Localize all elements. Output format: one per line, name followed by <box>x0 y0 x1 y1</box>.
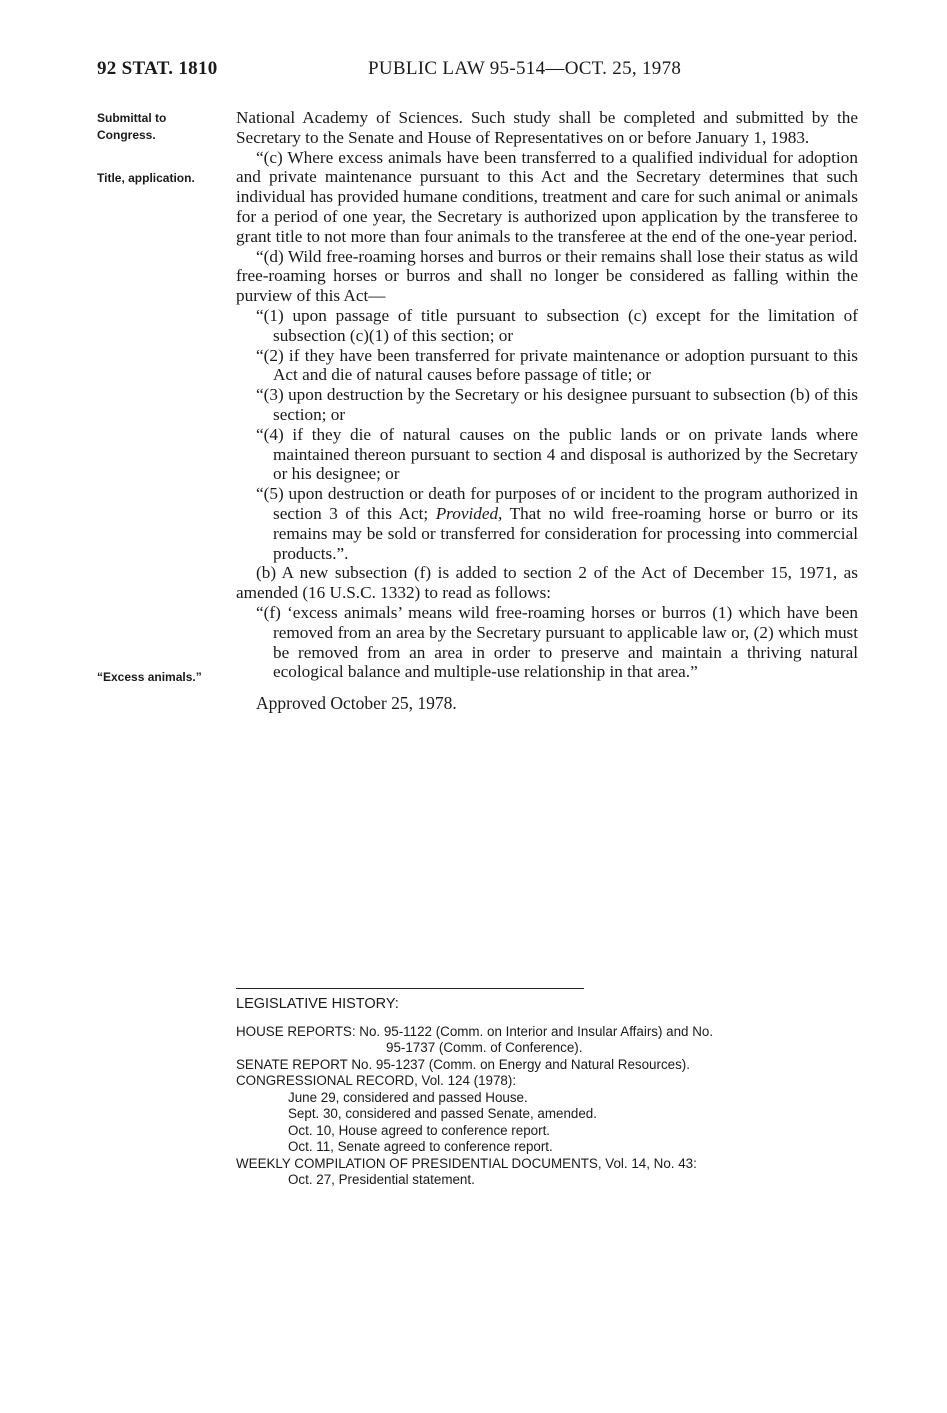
house-reports-continued: 95-1737 (Comm. of Conference). <box>386 1040 583 1055</box>
margin-note-excess-animals: “Excess animals.” <box>97 670 202 684</box>
stat-citation: 92 STAT. 1810 <box>97 58 218 79</box>
law-text-body <box>236 108 858 714</box>
subsection-b-amendment: (b) A new subsection (f) is added to section 2 of the Act of December 15, 1971, as amended (16 U.S.C. 1332) to read as follows: <box>236 563 858 603</box>
divider-rule <box>236 988 584 989</box>
legislative-history <box>236 996 858 1189</box>
record-entry: Oct. 10, House agreed to conference report. <box>288 1122 551 1138</box>
weekly-compilation: WEEKLY COMPILATION OF PRESIDENTIAL DOCUMENTS, Vol. 14, No. 43: <box>236 1155 697 1171</box>
record-entry: Oct. 11, Senate agreed to conference report. <box>288 1139 553 1154</box>
margin-note-submittal: Submittal to Congress. <box>97 111 167 142</box>
definition-f: “(f) ‘excess animals’ means wild free-roaming horses or burros (1) which have been removed from an area by the Secretary pursuant to applicable law or, (2) which must be removed from an area in order to preserve and maintain a thriving natural ecological balance and multiple-use relationship in that area.” <box>256 602 858 682</box>
clause-d2: “(2) if they have been transferred for private maintenance or adoption pursuant to this Act and die of natural causes before passage of title; or <box>256 345 858 385</box>
provided-proviso: Provided, <box>435 503 503 523</box>
margin-note-title-application: Title, application. <box>97 171 195 185</box>
record-entry: June 29, considered and passed House. <box>288 1089 528 1105</box>
paragraph-study: National Academy of Sciences. Such study shall be completed and submitted by the Secretary to the Senate and House of Representatives on or before January 1, 1983. <box>236 108 858 147</box>
clause-d5 <box>236 484 858 563</box>
weekly-entry: Oct. 27, Presidential statement. <box>288 1172 475 1187</box>
house-reports: HOUSE REPORTS: No. 95-1122 (Comm. on Interior and Insular Affairs) and No. <box>236 1023 714 1039</box>
subsection-c: “(c) Where excess animals have been transferred to a qualified individual for adoption and private maintenance pursuant to this Act and the Secretary determines that such individual has provided humane conditions, treatment and care for such animal or animals for a period of one year, the Secretary is authorized upon application by the transferee to grant title to not more than four animals to the transferee at the end of the one-year period. <box>236 147 858 246</box>
clause-d3: “(3) upon destruction by the Secretary or his designee pursuant to subsection (b) of this section; or <box>256 385 858 424</box>
clause-d4: “(4) if they die of natural causes on the public lands or on private lands where maintained thereon pursuant to section 4 and disposal is authorized by the Secretary or his designee; or <box>256 424 858 484</box>
clause-d5-text: “(5) upon destruction or death for purposes of or incident to the program authorized in section 3 of this Act; <box>256 484 858 523</box>
senate-report: SENATE REPORT No. 95-1237 (Comm. on Energy and Natural Resources). <box>236 1056 690 1072</box>
approval-date: Approved October 25, 1978. <box>256 693 457 714</box>
clause-d5-proviso-text: That no wild free-roaming horse or burro or its remains may be sold or transferred for consideration for processing into commercial products.”. <box>273 503 859 563</box>
subsection-d: “(d) Wild free-roaming horses and burros or their remains shall lose their status as wild free-roaming horses or burros and shall no longer be considered as falling within the purview of this Act— <box>236 246 858 306</box>
clause-d1: “(1) upon passage of title pursuant to subsection (c) except for the limitation of subsection (c)(1) of this section; or <box>256 305 858 345</box>
page-header <box>97 58 857 88</box>
record-entry: Sept. 30, considered and passed Senate, amended. <box>288 1106 597 1121</box>
public-law-heading: PUBLIC LAW 95-514—OCT. 25, 1978 <box>368 58 682 79</box>
congressional-record: CONGRESSIONAL RECORD, Vol. 124 (1978): <box>236 1073 517 1088</box>
legislative-history-title: LEGISLATIVE HISTORY: <box>236 996 399 1012</box>
